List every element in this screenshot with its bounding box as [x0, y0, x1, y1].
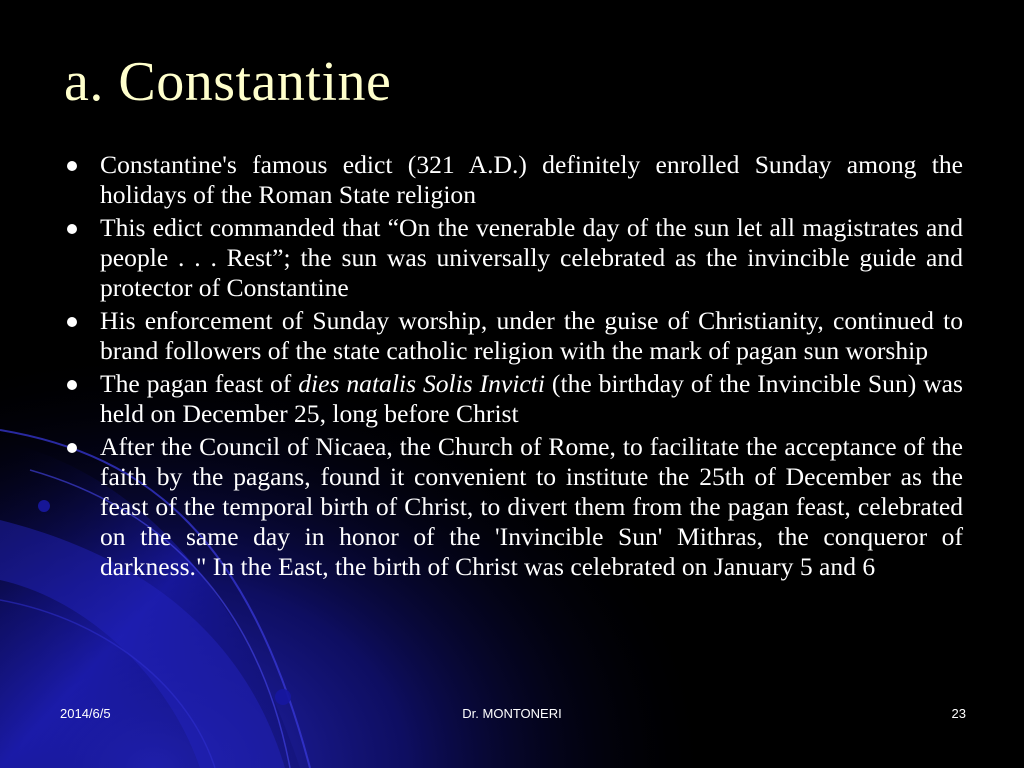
bullet-dot-icon [67, 224, 77, 234]
bullet-item [66, 369, 963, 429]
slide-title: a. Constantine [64, 51, 392, 113]
bullet-dot-icon [67, 443, 77, 453]
bullet-text: After the Council of Nicaea, the Church of Rome, to facilitate the acceptance of the faith by the pagans, found it convenient to institute the 25th of December as the feast of the temporal birth of Christ, to divert them from the pagan feast, celebrated on the same day in honor of the 'Invincible Sun' Mithras, the conqueror of darkness." In the East, the birth of Christ was celebrated on January 5 and 6 [100, 432, 963, 581]
footer-page-number: 23 [951, 706, 966, 721]
bullet-text: This edict commanded that “On the venerable day of the sun let all magistrates and people . . . Rest”; the sun was universally celebrated as the invincible guide and protector of Constantine [100, 213, 963, 302]
bullet-item [66, 432, 963, 582]
bullet-item [66, 306, 963, 366]
bullet-dot-icon [67, 317, 77, 327]
footer-author: Dr. MONTONERI [462, 706, 562, 721]
bullet-text: Constantine's famous edict (321 A.D.) definitely enrolled Sunday among the holidays of the Roman State religion [100, 150, 963, 209]
bullet-text: His enforcement of Sunday worship, under the guise of Christianity, continued to brand followers of the state catholic religion with the mark of pagan sun worship [100, 306, 963, 365]
bullet-item [66, 213, 963, 303]
bullet-text: The pagan feast of [100, 369, 299, 398]
bullet-italic-phrase: dies natalis Solis Invicti [298, 369, 546, 398]
bullet-dot-icon [67, 161, 77, 171]
footer-date: 2014/6/5 [60, 706, 111, 721]
bullet-list [66, 150, 963, 585]
bullet-dot-icon [67, 380, 77, 390]
bullet-text-continued: (the birthday of the Invincible Sun) was held on December 25, long before Christ [100, 369, 963, 428]
bullet-item [66, 150, 963, 210]
